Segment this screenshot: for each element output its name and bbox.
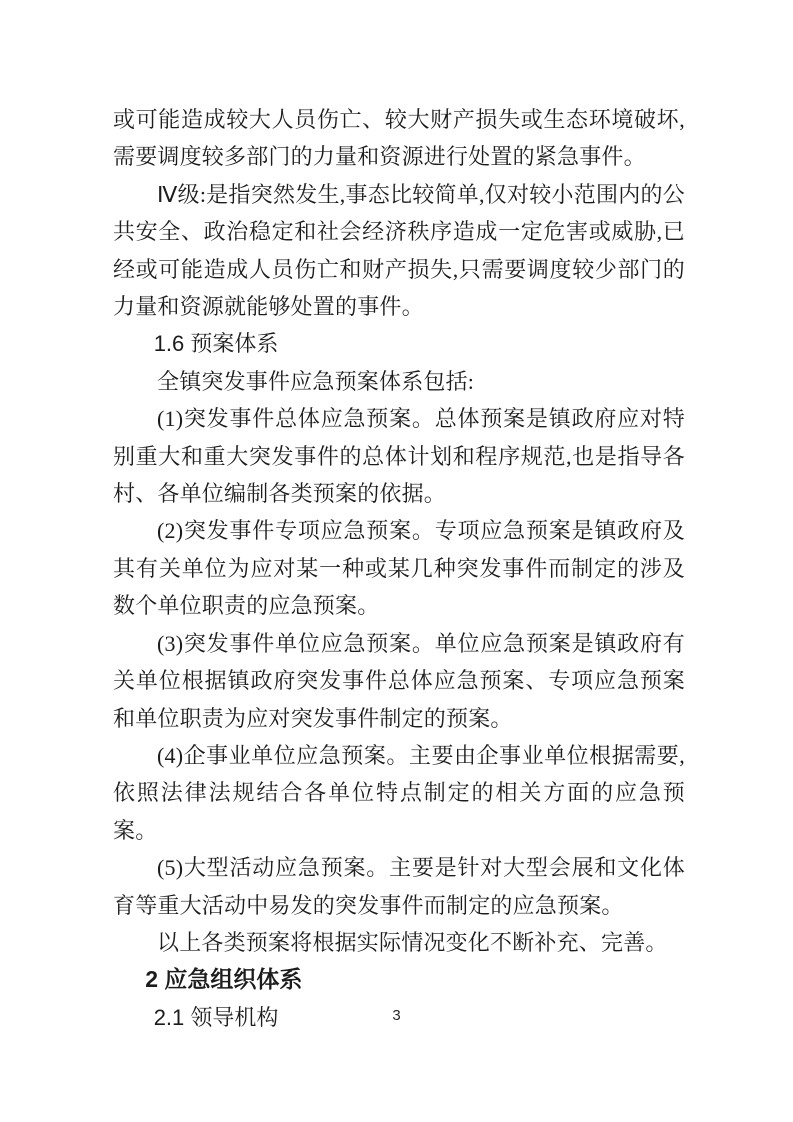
paragraph: (5)大型活动应急预案。主要是针对大型会展和文化体育等重大活动中易发的突发事件而制定的应急预案。 — [113, 855, 685, 918]
paragraph: Ⅳ级:是指突然发生,事态比较简单,仅对较小范围内的公共安全、政治稳定和社会经济秩序造成一定危害或威胁,已经或可能造成人员伤亡和财产损失,只需要调度较少部门的力量和资源就能够处置的事件。 — [113, 181, 685, 320]
section-heading-1-6: 1.6 预案体系 — [153, 331, 279, 357]
page-number: 3 — [392, 1007, 401, 1024]
paragraph: 或可能造成较大人员伤亡、较大财产损失或生态环境破坏,需要调度较多部门的力量和资源进行处置的紧急事件。 — [113, 107, 685, 170]
chapter-heading-2: 2 应急组织体系 — [145, 966, 303, 993]
paragraph: 全镇突发事件应急预案体系包括: — [157, 368, 475, 394]
paragraph: 以上各类预案将根据实际情况变化不断补充、完善。 — [157, 929, 668, 955]
paragraph: (3)突发事件单位应急预案。单位应急预案是镇政府有关单位根据镇政府突发事件总体应急预案、专项应急预案和单位职责为应对突发事件制定的预案。 — [113, 630, 685, 731]
paragraph: (4)企事业单位应急预案。主要由企事业单位根据需要,依照法律法规结合各单位特点制定的相关方面的应急预案。 — [113, 742, 685, 843]
page-footer — [0, 1007, 793, 1025]
section-heading-2-1: 2.1 领导机构 — [153, 1004, 279, 1030]
paragraph: (2)突发事件专项应急预案。专项应急预案是镇政府及其有关单位为应对某一种或某几种突发事件而制定的涉及数个单位职责的应急预案。 — [113, 518, 685, 619]
paragraph: (1)突发事件总体应急预案。总体预案是镇政府应对特别重大和重大突发事件的总体计划和程序规范,也是指导各村、各单位编制各类预案的依据。 — [113, 406, 685, 507]
document-body — [113, 101, 685, 1036]
